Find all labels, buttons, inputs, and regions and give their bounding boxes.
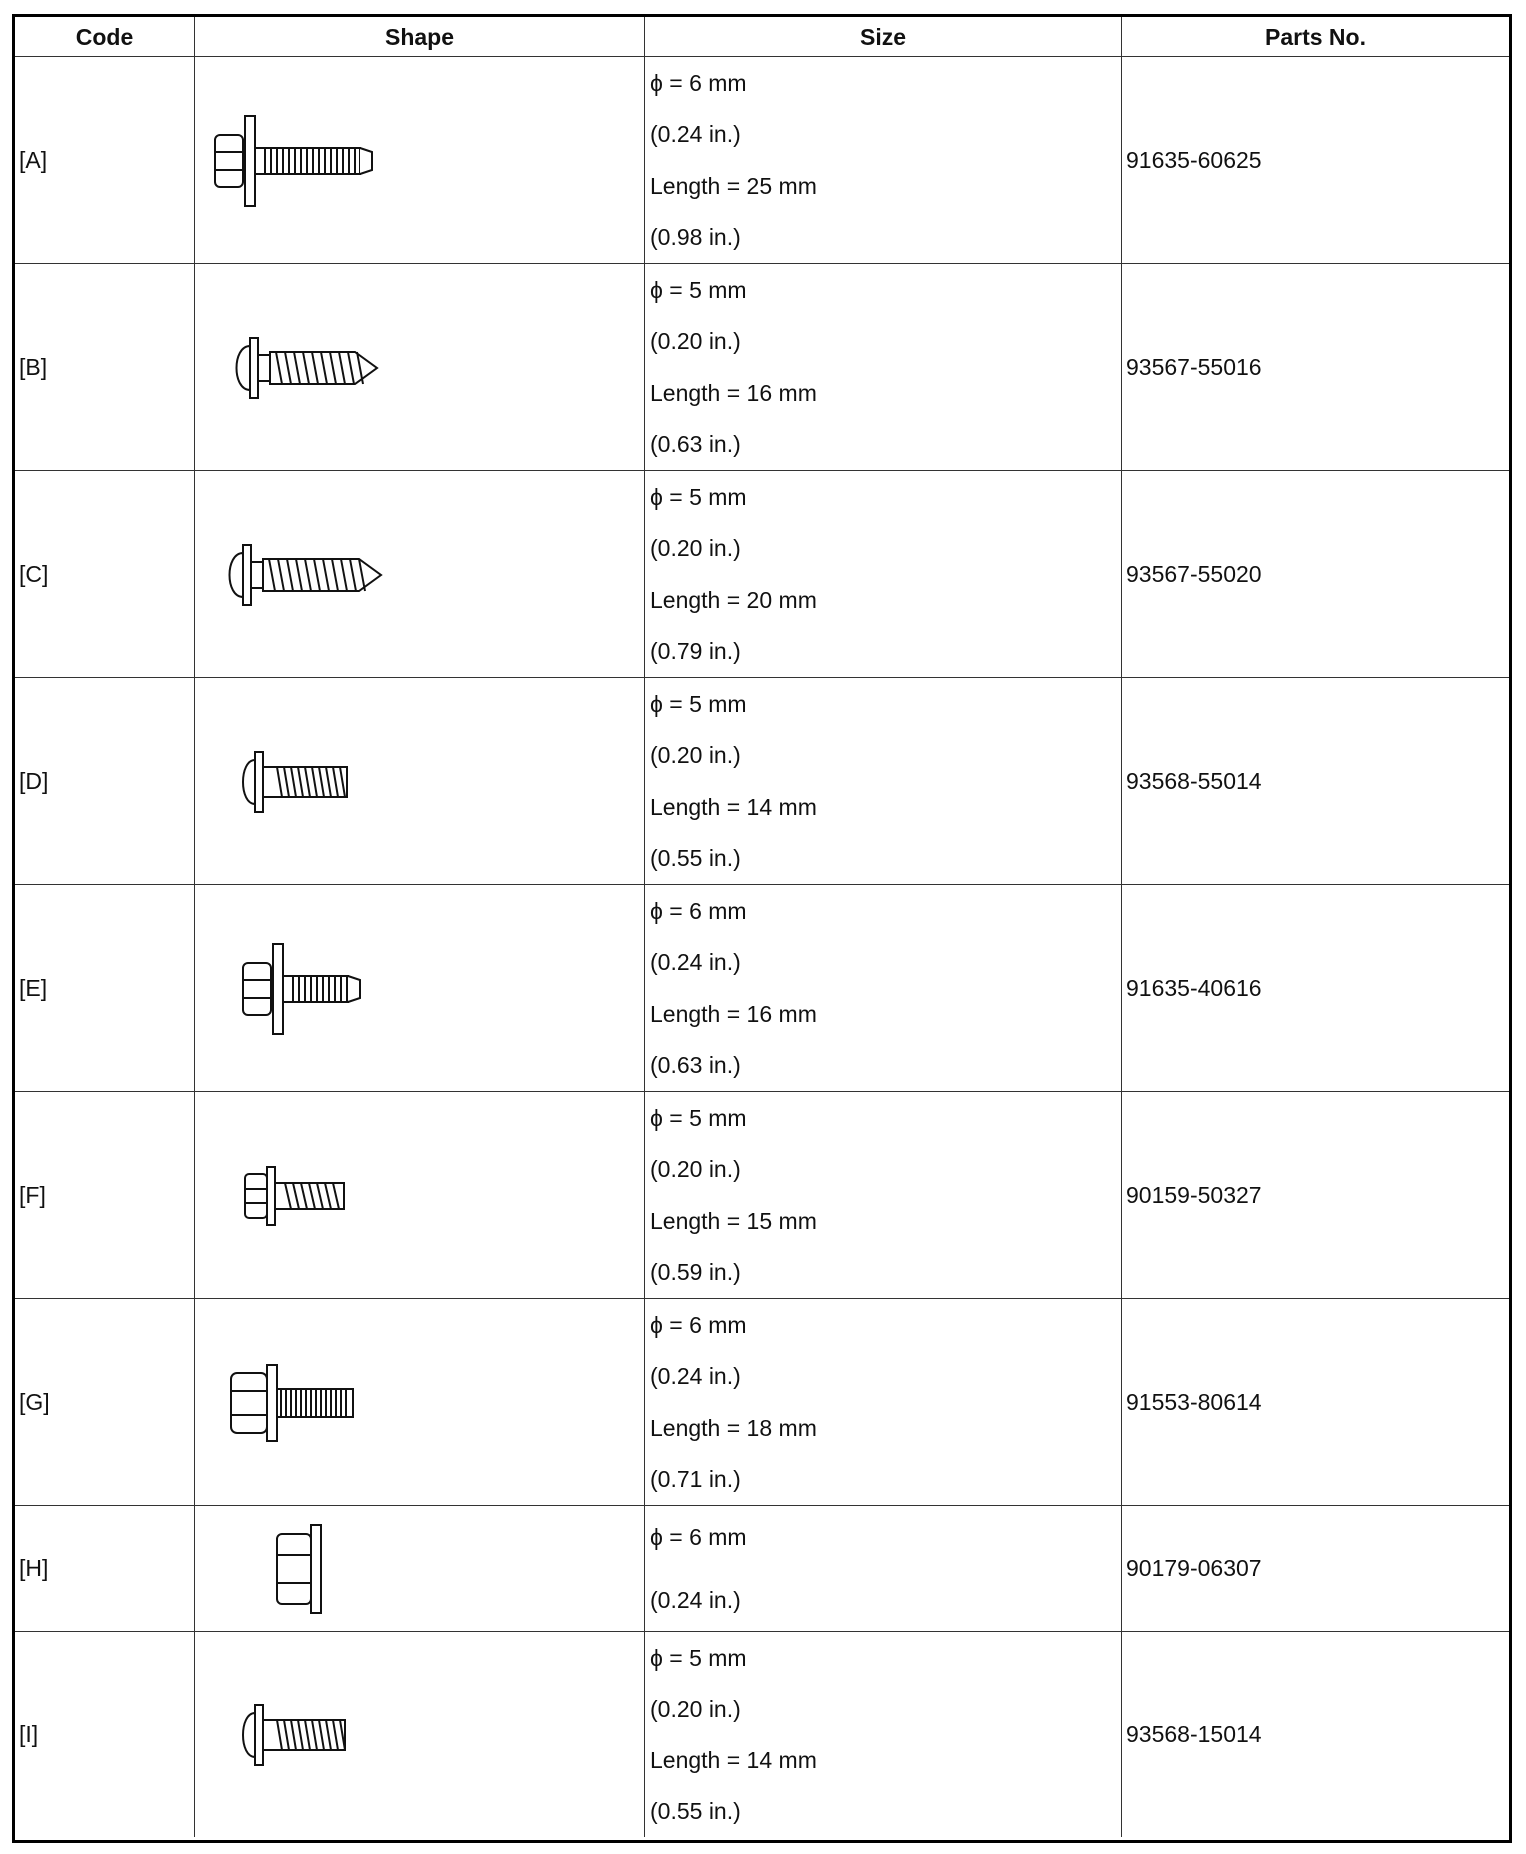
- parts-no-cell: 93568-55014: [1126, 767, 1262, 794]
- table-row: [15, 471, 1509, 678]
- size-line: Length = 18 mm: [650, 1414, 817, 1441]
- hex-flange-tapping-screw-icon: [195, 1092, 645, 1299]
- size-line: ϕ = 6 mm: [650, 1524, 747, 1551]
- shape-cell: [195, 1632, 645, 1837]
- code-cell: [H]: [15, 1506, 195, 1631]
- shape-cell: [195, 471, 645, 677]
- parts-no-cell: 93567-55020: [1126, 560, 1262, 587]
- size-cell: [645, 678, 1122, 884]
- shape-cell: [195, 264, 645, 470]
- code-cell: [B]: [15, 264, 195, 470]
- code-cell: [G]: [15, 1299, 195, 1505]
- fastener-table: [12, 14, 1512, 1843]
- size-line: (0.20 in.): [650, 535, 741, 562]
- size-line: Length = 20 mm: [650, 586, 817, 613]
- size-line: Length = 14 mm: [650, 1747, 817, 1774]
- size-cell: [645, 885, 1122, 1091]
- size-line: (0.24 in.): [650, 1586, 741, 1613]
- header-parts-no: Parts No.: [1265, 24, 1366, 50]
- shape-cell: [195, 1299, 645, 1505]
- size-line: (0.79 in.): [650, 638, 741, 665]
- header-size: Size: [645, 17, 1122, 56]
- table-row: [15, 264, 1509, 471]
- code-cell: [E]: [15, 885, 195, 1091]
- header-row: [15, 17, 1509, 57]
- table-row: [15, 885, 1509, 1092]
- parts-no-cell: 91553-80614: [1126, 1388, 1262, 1415]
- size-line: (0.98 in.): [650, 224, 741, 251]
- parts-no-cell: 93568-15014: [1126, 1721, 1262, 1747]
- size-cell: [645, 1299, 1122, 1505]
- size-line: (0.55 in.): [650, 845, 741, 872]
- header-shape: Shape: [195, 17, 645, 56]
- parts-no-cell: 90159-50327: [1126, 1181, 1262, 1208]
- hex-head-bolt-with-washer-icon: [195, 885, 645, 1092]
- size-line: ϕ = 5 mm: [650, 1644, 747, 1671]
- table-row: [15, 1632, 1509, 1837]
- code-cell: [F]: [15, 1092, 195, 1298]
- tapping-screw-icon: [195, 471, 645, 678]
- size-line: (0.20 in.): [650, 742, 741, 769]
- size-line: (0.24 in.): [650, 121, 741, 148]
- shape-cell: [195, 1506, 645, 1631]
- size-line: Length = 14 mm: [650, 793, 817, 820]
- hex-flange-bolt-icon: [195, 1299, 645, 1506]
- table-row: [15, 678, 1509, 885]
- size-cell: [645, 1092, 1122, 1298]
- shape-cell: [195, 678, 645, 884]
- size-line: ϕ = 6 mm: [650, 69, 747, 96]
- size-cell: [645, 471, 1122, 677]
- table-row: [15, 57, 1509, 264]
- size-line: ϕ = 6 mm: [650, 897, 747, 924]
- flange-nut-icon: [195, 1506, 645, 1632]
- size-line: (0.20 in.): [650, 328, 741, 355]
- size-line: ϕ = 5 mm: [650, 1104, 747, 1131]
- parts-no-cell: 91635-60625: [1126, 146, 1262, 173]
- size-line: (0.55 in.): [650, 1798, 741, 1825]
- size-line: (0.63 in.): [650, 431, 741, 458]
- table-row: [15, 1506, 1509, 1632]
- size-cell: [645, 1632, 1122, 1837]
- parts-no-cell: 91635-40616: [1126, 974, 1262, 1001]
- size-cell: [645, 57, 1122, 263]
- code-cell: [C]: [15, 471, 195, 677]
- size-line: (0.71 in.): [650, 1466, 741, 1493]
- size-line: Length = 16 mm: [650, 379, 817, 406]
- size-line: (0.24 in.): [650, 949, 741, 976]
- shape-cell: [195, 57, 645, 263]
- size-cell: [645, 264, 1122, 470]
- size-cell: [645, 1506, 1122, 1631]
- header-code: Code: [15, 17, 195, 56]
- size-line: Length = 15 mm: [650, 1207, 817, 1234]
- parts-no-cell: 90179-06307: [1126, 1555, 1262, 1581]
- size-line: ϕ = 5 mm: [650, 276, 747, 303]
- size-line: ϕ = 6 mm: [650, 1311, 747, 1338]
- size-line: (0.59 in.): [650, 1259, 741, 1286]
- size-line: (0.63 in.): [650, 1052, 741, 1079]
- code-cell: [A]: [15, 57, 195, 263]
- flange-screw-icon: [195, 678, 645, 885]
- parts-no-cell: 93567-55016: [1126, 353, 1262, 380]
- table-row: [15, 1092, 1509, 1299]
- flange-screw-icon: [195, 1632, 645, 1837]
- hex-head-bolt-with-washer-icon: [195, 57, 645, 264]
- size-line: Length = 25 mm: [650, 172, 817, 199]
- tapping-screw-icon: [195, 264, 645, 471]
- size-line: (0.20 in.): [650, 1156, 741, 1183]
- code-cell: [D]: [15, 678, 195, 884]
- shape-cell: [195, 1092, 645, 1298]
- size-line: ϕ = 5 mm: [650, 690, 747, 717]
- shape-cell: [195, 885, 645, 1091]
- code-cell: [I]: [15, 1632, 195, 1837]
- size-line: Length = 16 mm: [650, 1000, 817, 1027]
- size-line: ϕ = 5 mm: [650, 483, 747, 510]
- size-line: (0.24 in.): [650, 1363, 741, 1390]
- table-row: [15, 1299, 1509, 1506]
- size-line: (0.20 in.): [650, 1695, 741, 1722]
